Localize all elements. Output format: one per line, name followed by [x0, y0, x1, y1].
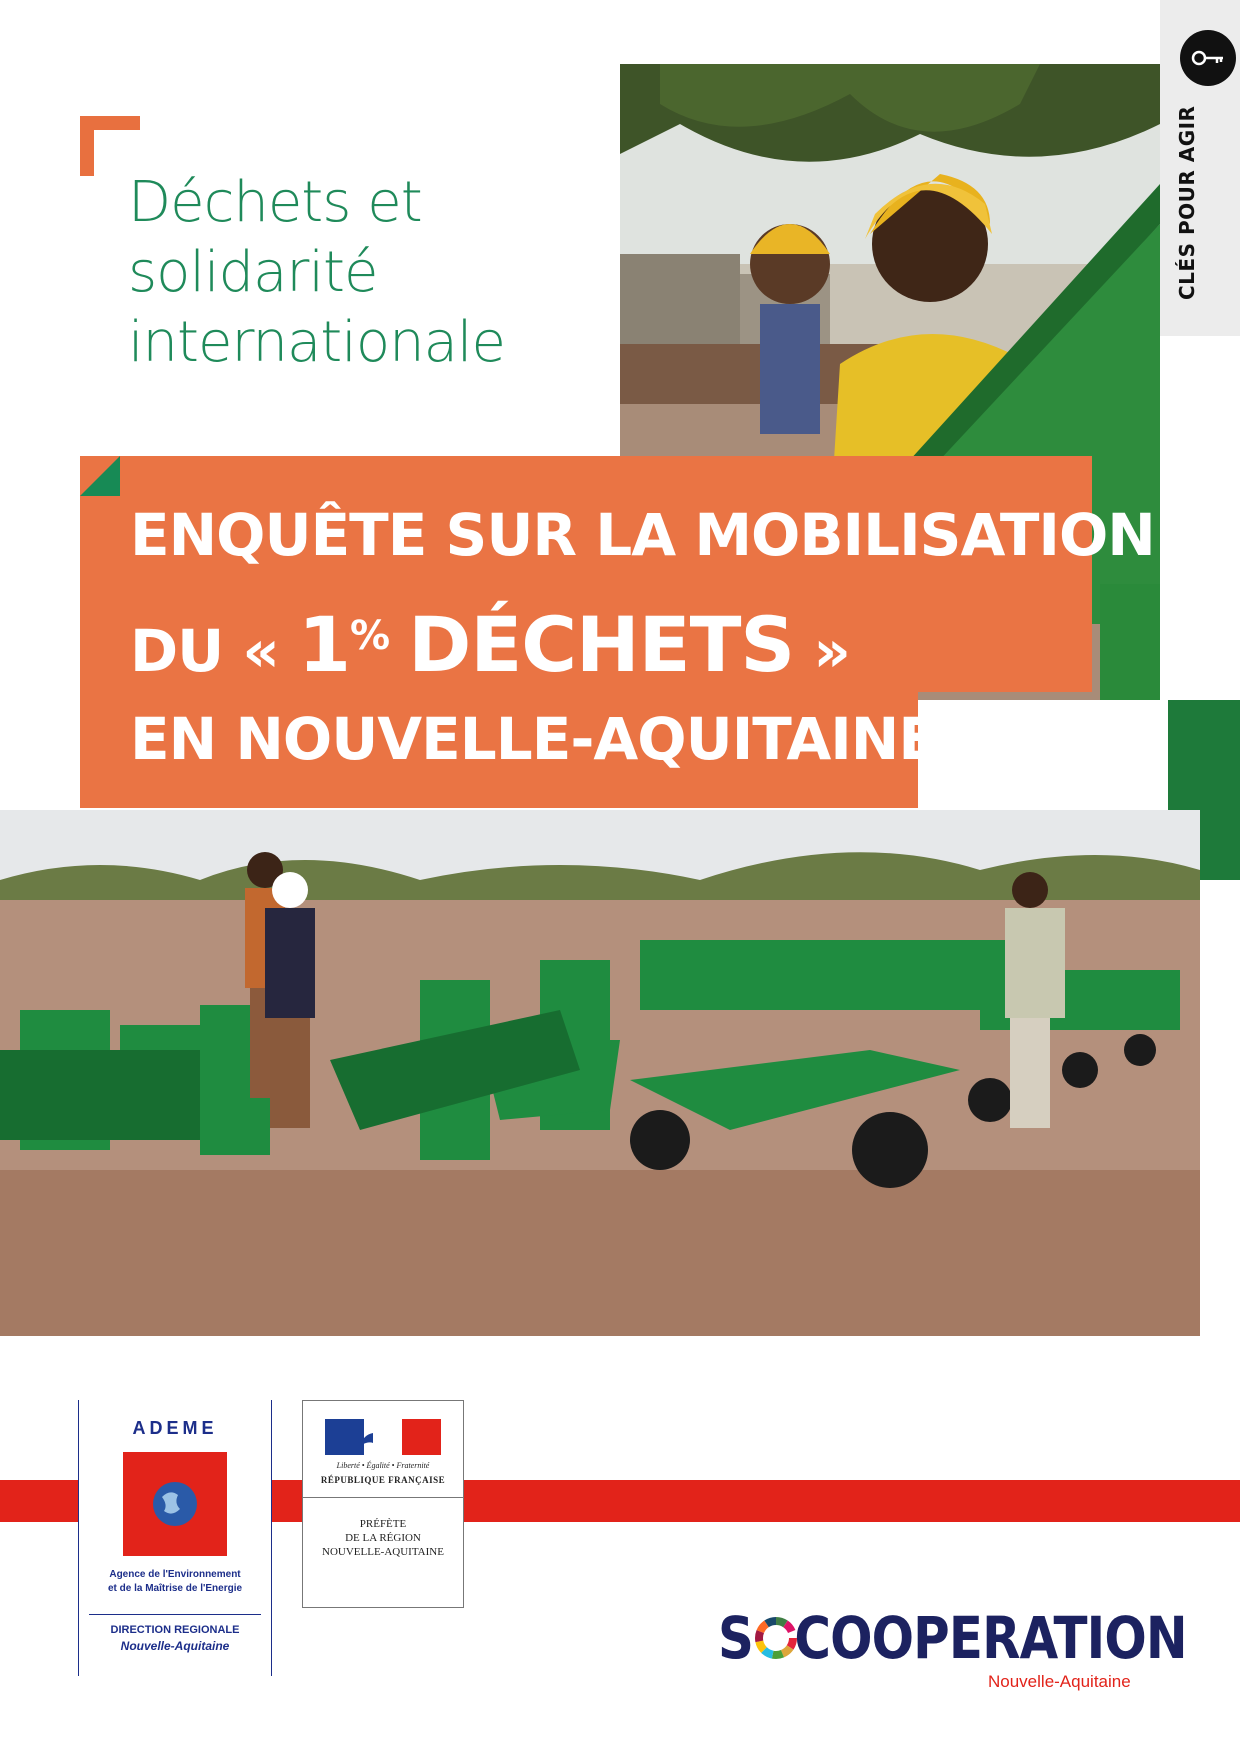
marianne-profile: [359, 1419, 403, 1457]
socooperation-prefix: S: [718, 1604, 754, 1672]
ademe-caption-line: et de la Maîtrise de l'Energie: [107, 1583, 243, 1594]
prefecture-devise: Liberté • Égalité • Fraternité: [336, 1461, 430, 1470]
title-line-1: ENQUÊTE SUR LA MOBILISATION: [130, 501, 1155, 569]
prefecture-divider: [303, 1497, 463, 1498]
prefecture-logo: [302, 1400, 464, 1608]
photo-carts-illustration: [0, 810, 1200, 1336]
sdg-wheel-icon: [754, 1616, 798, 1660]
title-line-3: EN NOUVELLE-AQUITAINE: [130, 705, 937, 773]
prefecture-name: [303, 1517, 463, 1559]
title-line-2-percent: %: [350, 613, 390, 659]
corner-mark-vertical: [80, 116, 94, 176]
prefecture-line: PRÉFÈTE: [359, 1518, 407, 1530]
title-line-2-number: 1: [298, 600, 350, 689]
socooperation-region: Nouvelle-Aquitaine: [988, 1672, 1131, 1691]
prefecture-line: NOUVELLE-AQUITAINE: [322, 1546, 444, 1558]
ademe-caption: [83, 1568, 267, 1596]
photo-carts: [0, 810, 1200, 1336]
prefecture-line: DE LA RÉGION: [345, 1532, 421, 1544]
socooperation-logo: [718, 1602, 1188, 1712]
globe-icon: [123, 1452, 227, 1556]
title-line-2: [130, 598, 850, 689]
document-subtitle: [128, 168, 598, 378]
ademe-divider: [89, 1614, 261, 1615]
subtitle-line: Déchets et: [128, 170, 422, 235]
ademe-name: ADEME: [132, 1418, 218, 1438]
subtitle-line: solidarité: [128, 240, 378, 305]
title-line-2-main: DÉCHETS: [408, 600, 795, 689]
title-banner-tab: [80, 456, 120, 496]
ademe-direction: [79, 1622, 271, 1654]
ademe-region: Nouvelle-Aquitaine: [120, 1639, 230, 1653]
subtitle-line: internationale: [128, 310, 505, 375]
ademe-logo: [78, 1400, 272, 1676]
title-line-2-prefix: DU «: [130, 617, 279, 685]
side-tab-label: CLÉS POUR AGIR: [1175, 105, 1199, 300]
title-line-2-suffix: »: [813, 617, 850, 685]
ademe-direction-label: DIRECTION REGIONALE: [110, 1624, 240, 1636]
prefecture-republique: RÉPUBLIQUE FRANÇAISE: [320, 1475, 446, 1485]
socooperation-main: COOPERATION: [794, 1604, 1187, 1672]
ademe-caption-line: Agence de l'Environnement: [109, 1569, 241, 1580]
